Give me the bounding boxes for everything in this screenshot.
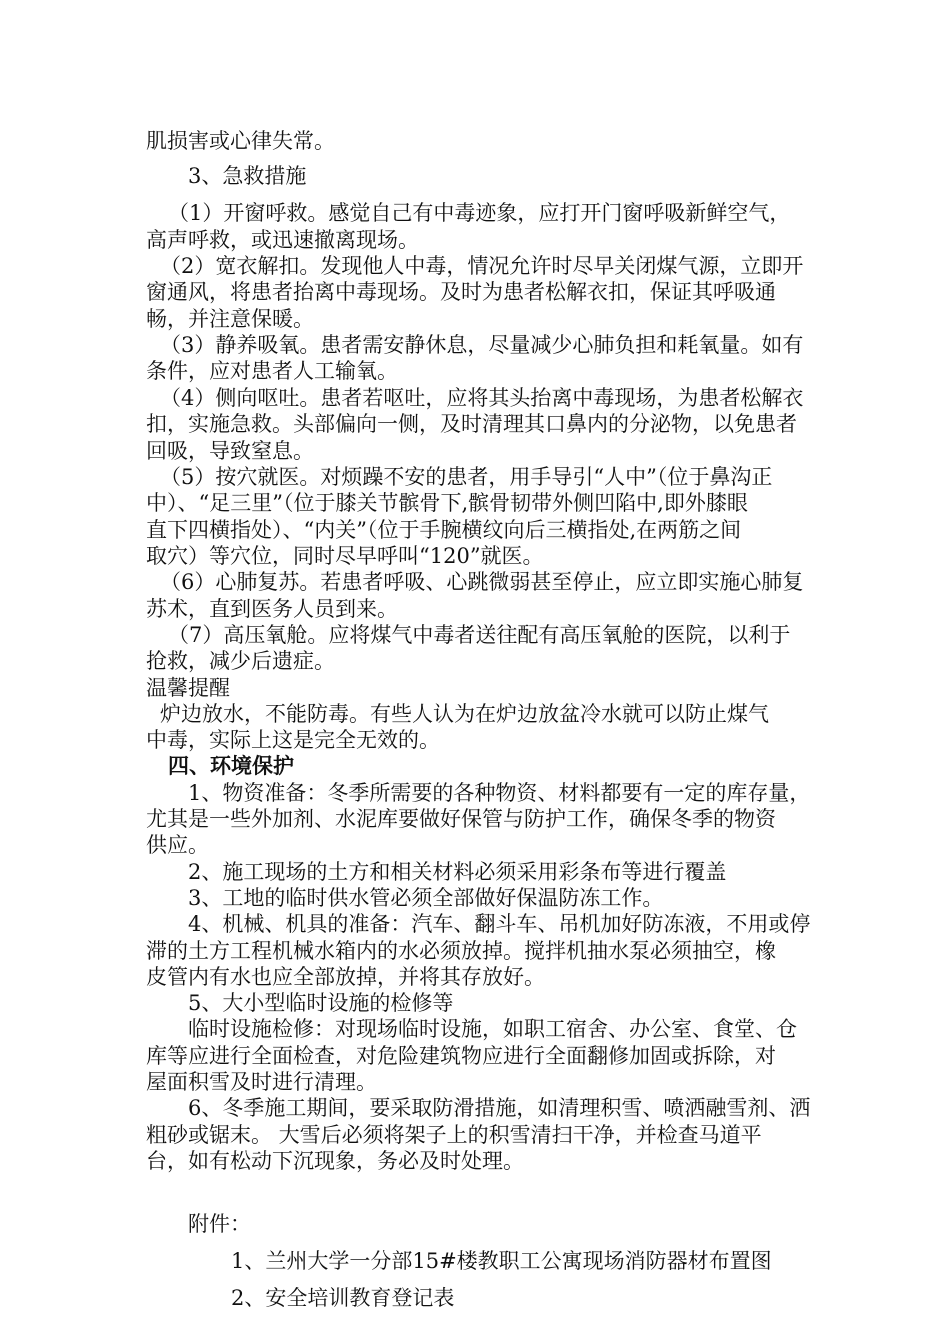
tip-heading: 温馨提醒 — [146, 676, 230, 700]
section-heading: 3、急救措施 — [188, 164, 307, 188]
text-line: 炉边放水，不能防毒。有些人认为在炉边放盆冷水就可以防止煤气 — [160, 702, 769, 726]
text-line: 3、工地的临时供水管必须全部做好保温防冻工作。 — [188, 886, 664, 910]
text-line: 中毒，实际上这是完全无效的。 — [146, 728, 440, 752]
text-line: 6、冬季施工期间，要采取防滑措施，如清理积雪、喷洒融雪剂、洒 — [188, 1096, 811, 1120]
text-line: 2、施工现场的土方和相关材料必须采用彩条布等进行覆盖 — [188, 860, 727, 884]
text-line: 抢救，减少后遗症。 — [146, 649, 335, 673]
text-line: 条件，应对患者人工输氧。 — [146, 359, 398, 383]
text-line: （7）高压氧舱。应将煤气中毒者送往配有高压氧舱的医院，以利于 — [168, 623, 791, 647]
text-line: 临时设施检修：对现场临时设施，如职工宿舍、办公室、食堂、仓 — [188, 1017, 797, 1041]
text-line: 皮管内有水也应全部放掉，并将其存放好。 — [146, 965, 545, 989]
attachments-heading: 附件： — [188, 1212, 251, 1236]
text-line: 窗通风，将患者抬离中毒现场。及时为患者松解衣扣，保证其呼吸通 — [146, 280, 776, 304]
text-line: 直下四横指处）、“内关”（位于手腕横纹向后三横指处,在两筋之间 — [146, 518, 742, 542]
section-heading-bold: 四、环境保护 — [168, 753, 294, 778]
text-line: 屋面积雪及时进行清理。 — [146, 1070, 377, 1094]
attachment-item: 2、安全培训教育登记表 — [231, 1286, 455, 1310]
text-line: 5、大小型临时设施的检修等 — [188, 991, 454, 1015]
text-line: 台，如有松动下沉现象，务必及时处理。 — [146, 1149, 524, 1173]
text-line: 畅，并注意保暖。 — [146, 307, 314, 331]
text-line: 高声呼救，或迅速撤离现场。 — [146, 228, 419, 252]
text-line: （3）静养吸氧。患者需安静休息，尽量减少心肺负担和耗氧量。如有 — [160, 333, 804, 357]
attachment-item: 1、兰州大学一分部15#楼教职工公寓现场消防器材布置图 — [231, 1249, 772, 1273]
text-line: 中）、“足三里”（位于膝关节髌骨下,髌骨韧带外侧凹陷中,即外膝眼 — [146, 491, 748, 515]
text-line: 供应。 — [146, 833, 209, 857]
text-line: 取穴）等穴位，同时尽早呼叫“120”就医。 — [146, 544, 544, 568]
text-line: （6）心肺复苏。若患者呼吸、心跳微弱甚至停止，应立即实施心肺复 — [160, 570, 804, 594]
text-line: 扣，实施急救。头部偏向一侧，及时清理其口鼻内的分泌物，以免患者 — [146, 412, 797, 436]
text-line: 滞的土方工程机械水箱内的水必须放掉。搅拌机抽水泵必须抽空，橡 — [146, 939, 776, 963]
text-line: （4）侧向呕吐。患者若呕吐，应将其头抬离中毒现场，为患者松解衣 — [160, 386, 804, 410]
text-line: （5）按穴就医。对烦躁不安的患者，用手导引“人中”（位于鼻沟正 — [160, 465, 773, 489]
text-line: 尤其是一些外加剂、水泥库要做好保管与防护工作，确保冬季的物资 — [146, 807, 776, 831]
text-line: 回吸，导致窒息。 — [146, 439, 314, 463]
text-line: 苏术，直到医务人员到来。 — [146, 597, 398, 621]
text-line: 库等应进行全面检查，对危险建筑物应进行全面翻修加固或拆除，对 — [146, 1044, 776, 1068]
text-line: （1）开窗呼救。感觉自己有中毒迹象，应打开门窗呼吸新鲜空气， — [168, 201, 791, 225]
text-line: （2）宽衣解扣。发现他人中毒，情况允许时尽早关闭煤气源，立即开 — [160, 254, 804, 278]
text-line: 4、机械、机具的准备：汽车、翻斗车、吊机加好防冻液，不用或停 — [188, 912, 811, 936]
text-line: 肌损害或心律失常。 — [146, 129, 335, 153]
text-line: 1、物资准备：冬季所需要的各种物资、材料都要有一定的库存量， — [188, 781, 811, 805]
text-line: 粗砂或锯末。 大雪后必须将架子上的积雪清扫干净，并检查马道平 — [146, 1123, 762, 1147]
